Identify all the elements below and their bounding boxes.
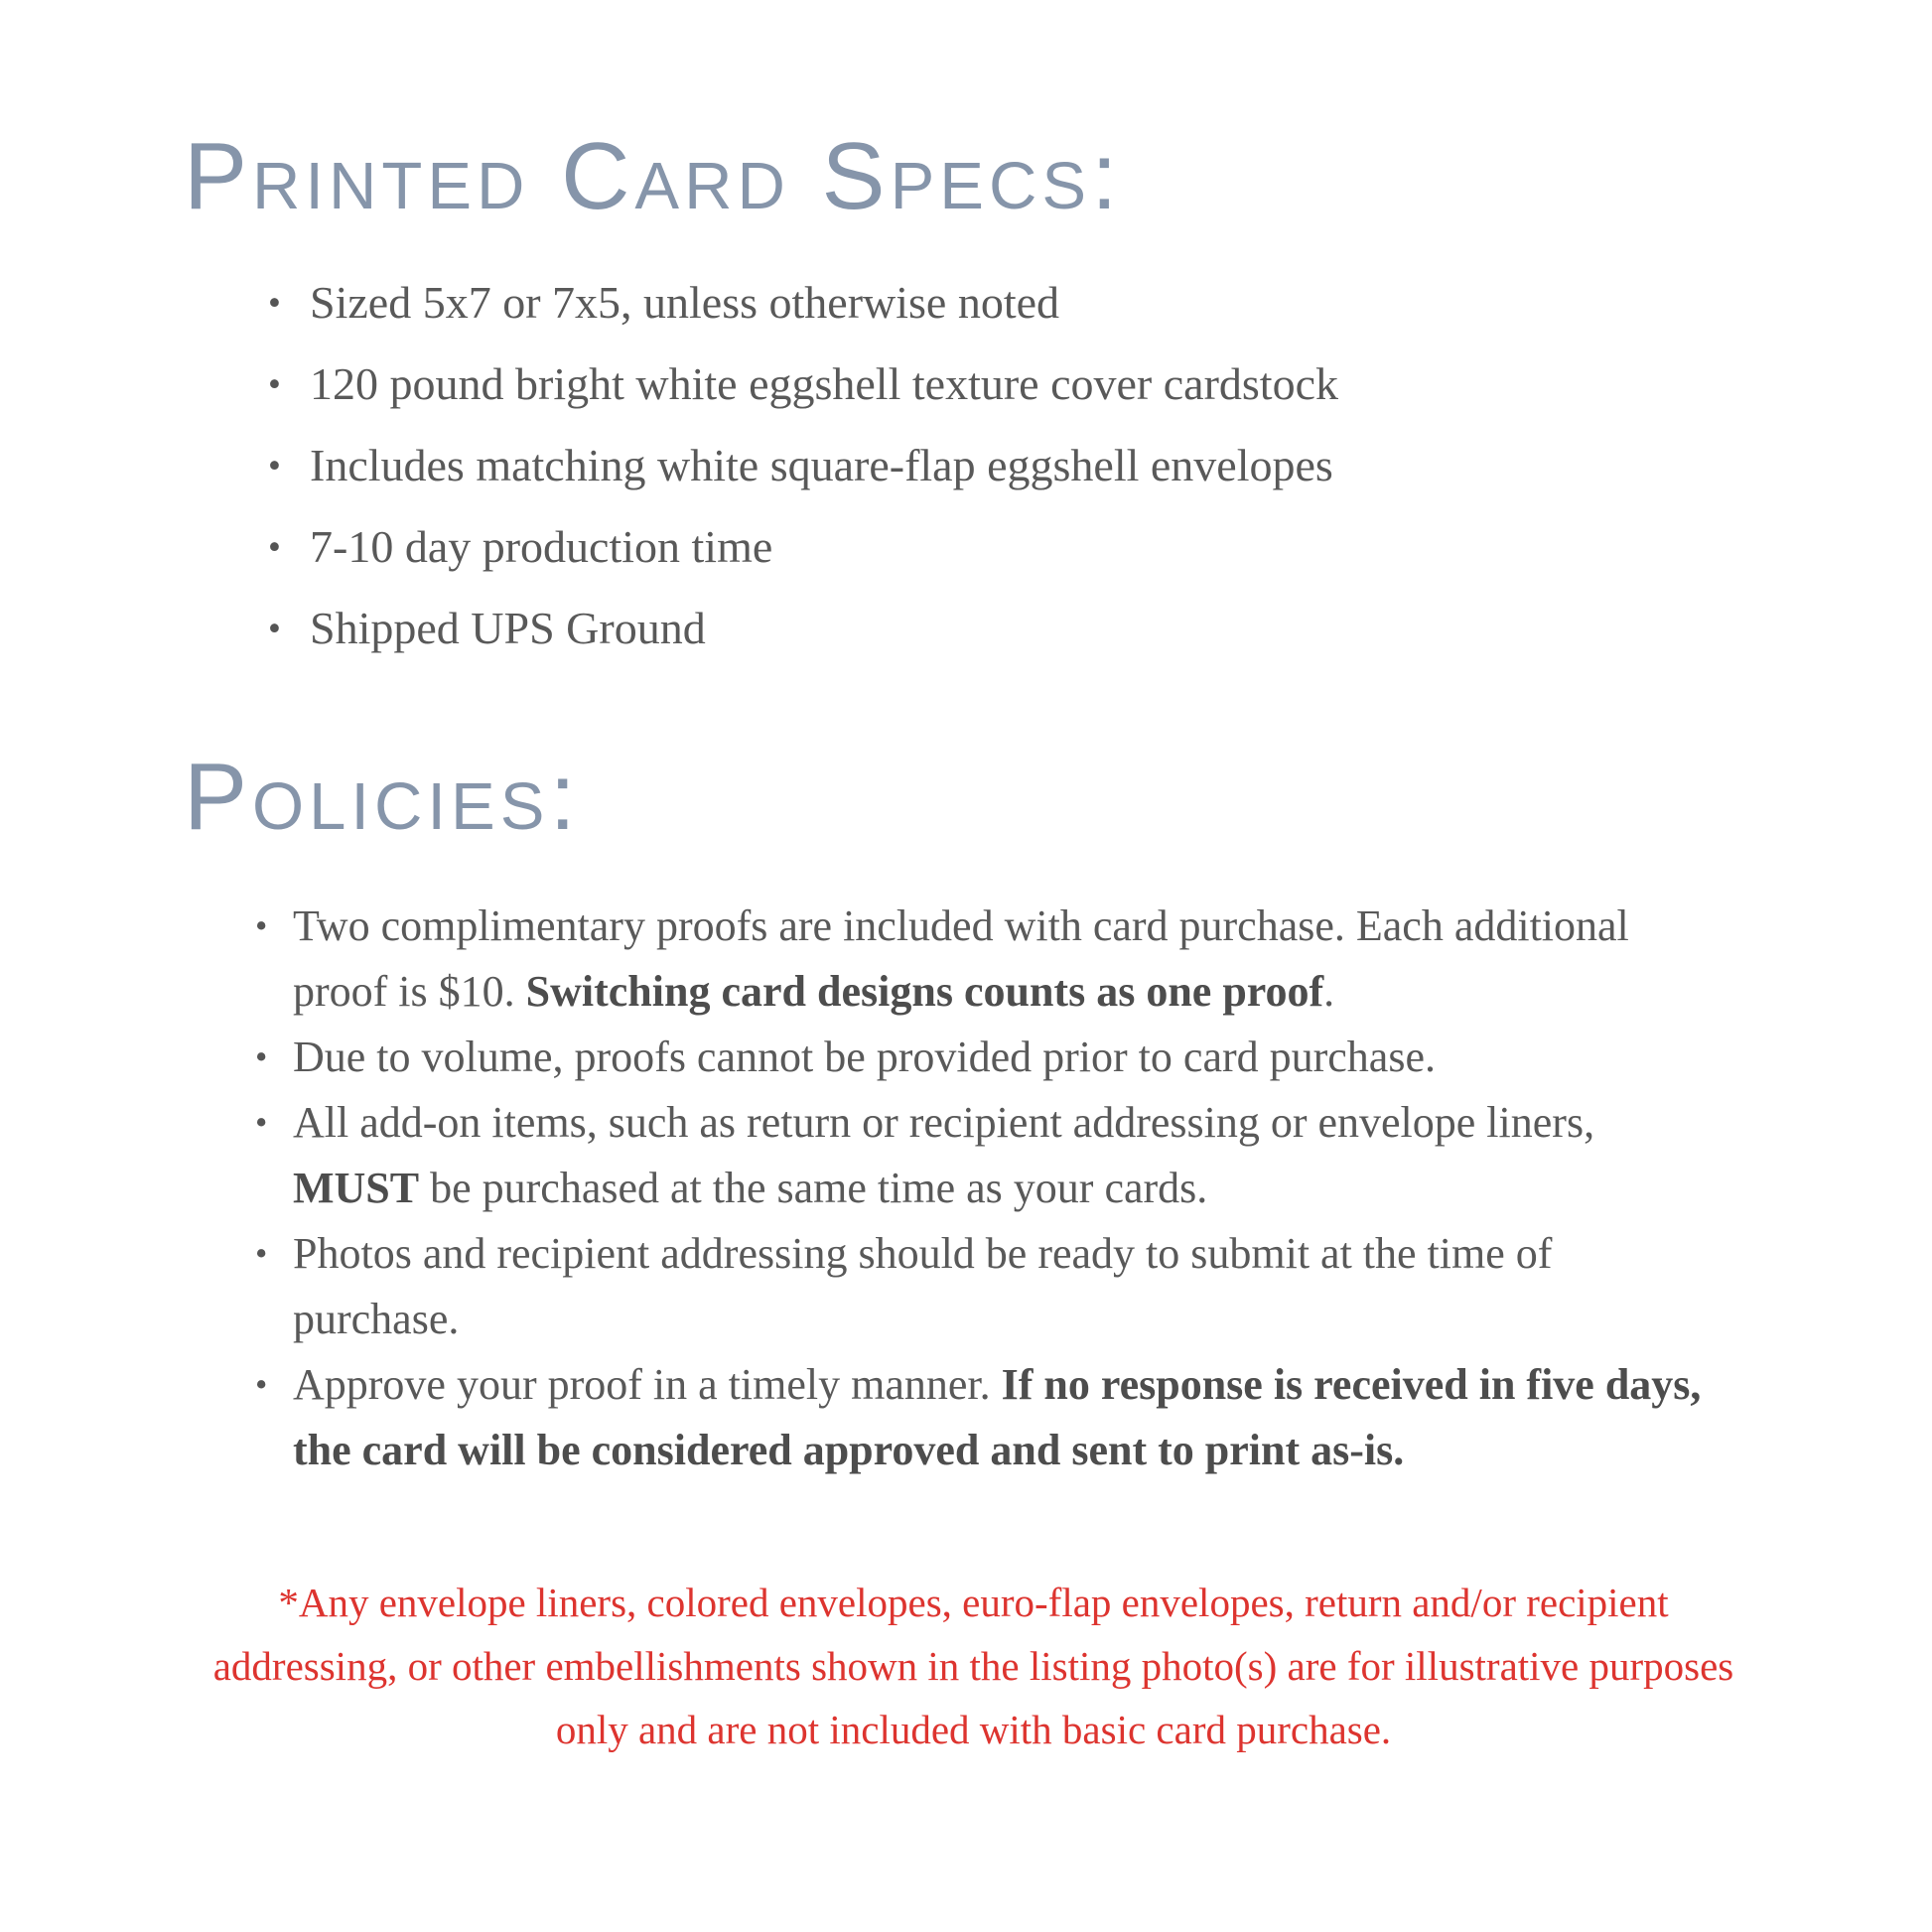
policy-item (255, 894, 1715, 1025)
policy-text: be purchased at the same time as your cards. (419, 1163, 1208, 1212)
bullet-icon: • (268, 362, 281, 404)
policy-text-bold: Switching card designs counts as one proof (525, 966, 1324, 1016)
spec-item: • 120 pound bright white eggshell texture cover cardstock (268, 357, 1338, 409)
policy-text: All add-on items, such as return or recipient addressing or envelope liners, (293, 1097, 1595, 1147)
policy-text-bold: MUST (293, 1163, 420, 1212)
policy-text: Photos and recipient addressing should be ready to submit at the time of purchase. (293, 1228, 1553, 1343)
policy-item (255, 1090, 1715, 1221)
bullet-icon: • (255, 1233, 268, 1273)
spec-item: • Sized 5x7 or 7x5, unless otherwise noted (268, 276, 1060, 328)
bullet-icon: • (255, 1036, 268, 1076)
spec-item: • Includes matching white square-flap eggshell envelopes (268, 439, 1333, 490)
disclaimer-note: *Any envelope liners, colored envelopes, euro-flap envelopes, return and/or recipient addressing, or other embellishments shown in the listing photo(s) are for illustrative purposes only and are not included with basic card purchase. (212, 1579, 1734, 1752)
bullet-icon: • (255, 905, 268, 945)
policy-text: . (1323, 966, 1335, 1016)
specs-heading: Printed Card Specs: (184, 123, 1123, 229)
specs-list (268, 276, 1763, 653)
spec-item: • 7-10 day production time (268, 520, 773, 572)
policy-text: Two complimentary proofs are included with card purchase. Each additional proof is $10. (293, 900, 1629, 1016)
policies-heading: Policies: (184, 743, 582, 850)
policy-text-bold: If no response is received in five days, the card will be considered approved and sent to print as-is. (293, 1359, 1702, 1474)
policy-item (255, 1221, 1715, 1352)
policies-list (255, 894, 1715, 1483)
bullet-icon: • (268, 281, 281, 323)
policy-item (255, 1025, 1715, 1090)
policy-text: Approve your proof in a timely manner. (293, 1359, 1002, 1409)
bullet-icon: • (268, 607, 281, 648)
bullet-icon: • (255, 1102, 268, 1142)
bullet-icon: • (255, 1364, 268, 1404)
spec-item: • Shipped UPS Ground (268, 602, 706, 653)
policy-item (255, 1352, 1715, 1483)
bullet-icon: • (268, 525, 281, 567)
bullet-icon: • (268, 444, 281, 485)
policy-text: Due to volume, proofs cannot be provided prior to card purchase. (293, 1032, 1436, 1081)
